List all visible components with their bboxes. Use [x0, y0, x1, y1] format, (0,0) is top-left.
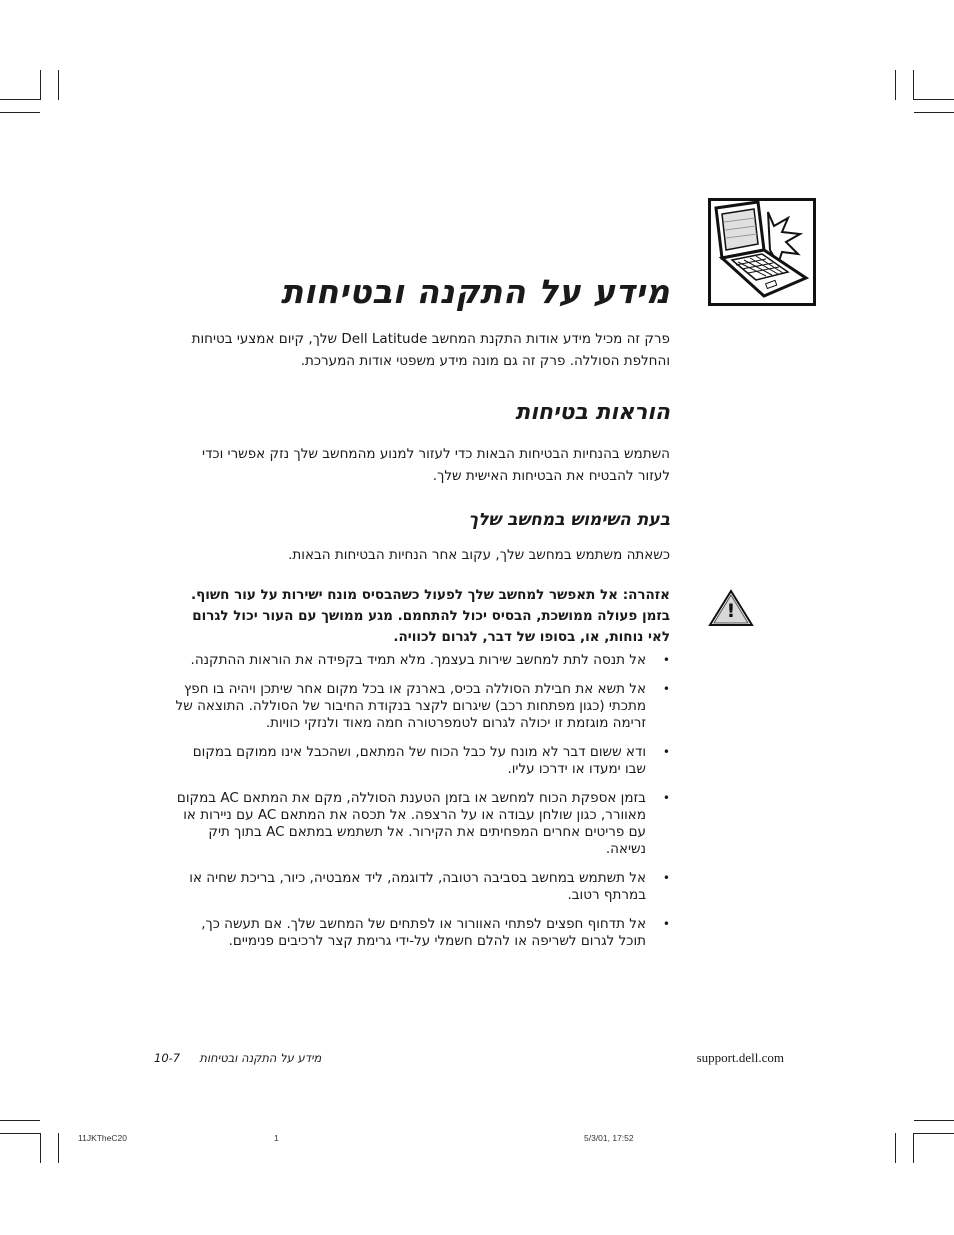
bullet-icon: •: [662, 791, 670, 805]
crop-mark: [0, 99, 40, 100]
chapter-title: מידע על התקנה ובטיחות: [280, 272, 670, 311]
safety-heading: הוראות בטיחות: [515, 400, 670, 425]
footer-chapter-label: מידע על התקנה ובטיחות: [199, 1051, 322, 1065]
bullet-icon: •: [662, 745, 670, 759]
footer-page-number: 10-7: [154, 1051, 181, 1065]
crop-mark: [0, 1120, 40, 1121]
crop-mark: [58, 70, 59, 100]
usage-subheading: בעת השימוש במחשב שלך: [468, 510, 670, 530]
crop-mark: [40, 70, 41, 100]
crop-mark: [914, 112, 954, 113]
crop-mark: [895, 1133, 896, 1163]
bullet-icon: •: [662, 917, 670, 931]
list-item-text: אל תדחוף חפצים לפתחי האוורור או לפתחים של המחשב שלך. אם תעשה כך, תוכל לגרום לשריפה או להלם חשמלי על-ידי גרימת קצר לרכיבים פנימיים.: [201, 916, 646, 949]
list-item-text: בזמן אספקת הכוח למחשב או בזמן הטענת הסוללה, מקם את המתאם AC במקום מאוורר, כגון שולחן עבודה או על הרצפה. אל תכסה את המתאם AC עם ניירות או עם פריטים אחרים המפחיתים את הקירור. אל תשתמש במתאם AC בתוך תיק נשיאה.: [176, 790, 646, 857]
crop-mark: [58, 1133, 59, 1163]
footer-page-info: [154, 1051, 321, 1065]
list-item: [170, 652, 670, 669]
list-item: [170, 790, 670, 858]
list-item-text: ודא ששום דבר לא מונח על כבל הכוח של המתאם, ושהכבל אינו ממוקם במקום שבו ימעדו או ידרכו עליו.: [192, 744, 646, 777]
footer-url: support.dell.com: [696, 1050, 784, 1065]
warning-icon: [708, 588, 754, 628]
list-item-text: אל תנסה לתת למחשב שירות בעצמך. מלא תמיד בקפידה את הוראות ההתקנה.: [190, 652, 646, 668]
warning-icon-glyph: !: [726, 600, 736, 622]
slug-date: 5/3/01, 17:52: [584, 1133, 634, 1143]
crop-mark: [913, 70, 914, 100]
slug-page: 1: [274, 1133, 279, 1143]
crop-mark: [913, 1133, 914, 1163]
list-item-text: אל תשתמש במחשב בסביבה רטובה, לדוגמה, ליד אמבטיה, כיור, בריכת שחיה או במרתף רטוב.: [189, 870, 646, 903]
crop-mark: [914, 1120, 954, 1121]
safety-bullet-list: [170, 652, 670, 962]
list-item-text: אל תשא את חבילת הסוללה בכיס, בארנק או בכל מקום אחר שיתכן ויהיה בו חפץ מתכתי (כגון מפתחות רכב) שיגרום לקצר בנקודת החיבור של הסוללה. התוצאה של זרימה מוגזמת זו יכולה לגרום לטמפרטורה חמה מאוד ולנזקי כוויות.: [175, 681, 646, 731]
list-item: [170, 744, 670, 778]
chapter-intro: פרק זה מכיל מידע אודות התקנת המחשב Dell Latitude שלך, קיום אמצעי בטיחות והחלפת הסוללה. פרק זה גם מונה מידע משפטי אודות המערכת.: [191, 331, 670, 369]
crop-mark: [914, 1133, 954, 1134]
warning-text: אזהרה: אל תאפשר למחשב שלך לפעול כשהבסיס מונח ישירות על עור חשוף. בזמן פעולה ממושכת, הבסיס יכול להתחמם. מגע ממושך עם העור יכול לגרום לאי נוחות, או, בסופו של דבר, לגרום לכוויה.: [191, 587, 670, 645]
crop-mark: [40, 1133, 41, 1163]
crop-mark: [0, 112, 40, 113]
bullet-icon: •: [662, 871, 670, 885]
safety-intro: השתמש בהנחיות הבטיחות הבאות כדי לעזור למנוע מהמחשב שלך נזק אפשרי וכדי לעזור להבטיח את הבטיחות האישית שלך.: [202, 446, 670, 484]
laptop-icon: [708, 198, 816, 306]
slug-filename: 11JKTheC20: [78, 1133, 127, 1143]
crop-mark: [914, 99, 954, 100]
crop-mark: [895, 70, 896, 100]
bullet-icon: •: [662, 653, 670, 667]
bullet-icon: •: [662, 682, 670, 696]
usage-intro: כשאתה משתמש במחשב שלך, עקוב אחר הנחיות הבטיחות הבאות.: [288, 547, 670, 563]
list-item: [170, 870, 670, 904]
list-item: [170, 681, 670, 732]
list-item: [170, 916, 670, 950]
crop-mark: [0, 1133, 40, 1134]
